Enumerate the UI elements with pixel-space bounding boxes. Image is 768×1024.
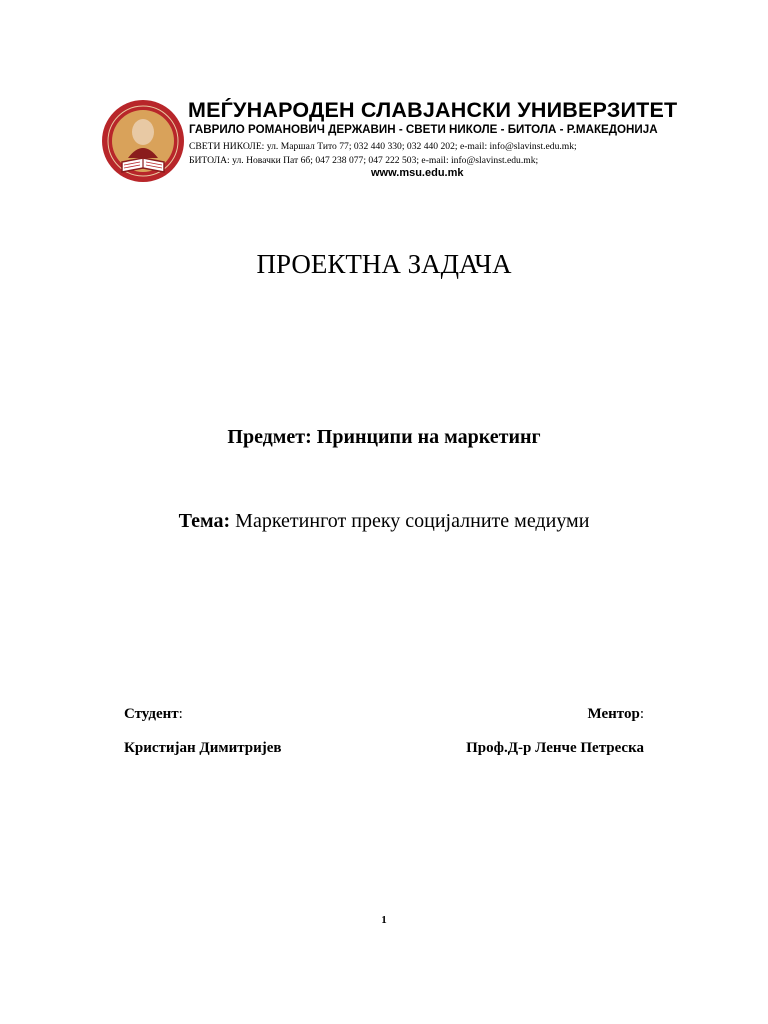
student-name: Кристијан Димитријев xyxy=(124,740,282,756)
university-seal-icon xyxy=(100,98,186,184)
page-number: 1 xyxy=(381,914,387,926)
university-website: www.msu.edu.mk xyxy=(371,167,464,179)
mentor-name: Проф.Д-р Ленче Петреска xyxy=(466,740,644,756)
mentor-label xyxy=(588,704,644,724)
address-sveti-nikole: СВЕТИ НИКОЛЕ: ул. Маршал Тито 77; 032 440 330; 032 440 202; e-mail: info@slavinst.edu.mk; xyxy=(189,141,577,152)
subject-line: Предмет: Принципи на маркетинг xyxy=(227,426,541,448)
mentor-label-colon: : xyxy=(639,706,644,722)
university-name: МЕЃУНАРОДЕН СЛАВЈАНСКИ УНИВЕРЗИТЕТ xyxy=(188,98,678,122)
student-label-colon: : xyxy=(178,706,183,722)
student-label xyxy=(124,704,183,724)
mentor-label-text: Ментор xyxy=(587,706,640,722)
topic-value: Маркетингот преку социјалните медиуми xyxy=(230,510,590,532)
topic-line xyxy=(0,508,768,534)
document-title: ПРОЕКТНА ЗАДАЧА xyxy=(256,249,512,279)
student-label-text: Студент xyxy=(124,706,179,722)
university-subtitle: ГАВРИЛО РОМАНОВИЧ ДЕРЖАВИН - СВЕТИ НИКОЛЕ - БИТОЛА - Р.МАКЕДОНИЈА xyxy=(189,123,658,136)
university-letterhead xyxy=(100,96,678,192)
address-bitola: БИТОЛА: ул. Новачки Пат 6б; 047 238 077; 047 222 503; e-mail: info@slavinst.edu.mk; xyxy=(189,155,539,166)
topic-label: Тема: xyxy=(178,510,231,532)
